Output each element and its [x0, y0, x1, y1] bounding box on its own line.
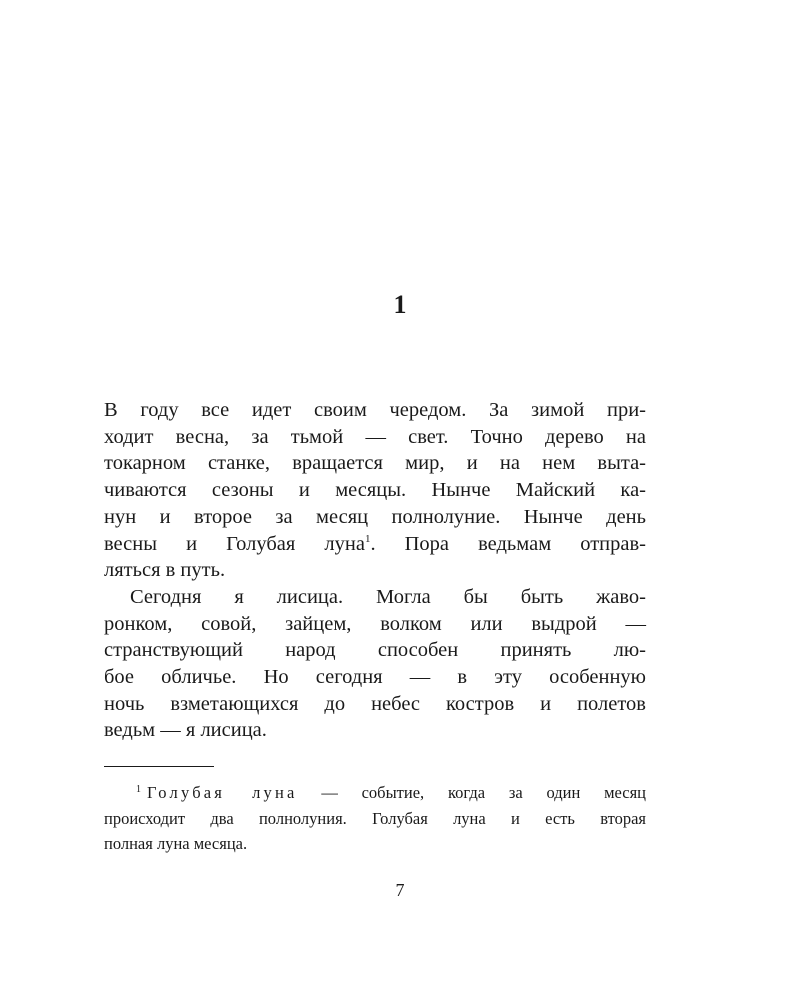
- footnote: [104, 780, 646, 857]
- text-line: ходит весна, за тьмой — свет. Точно дерево на: [104, 425, 646, 448]
- text-line: странствующий народ способен принять лю-: [104, 639, 646, 662]
- footnote-marker: 1: [136, 784, 141, 795]
- text-fragment: весны и Голубая луна: [104, 532, 365, 555]
- text-line: ночь взметающихся до небес костров и полетов: [104, 692, 646, 715]
- page-number: 7: [395, 880, 405, 900]
- text-line: нун и второе за месяц полнолуние. Нынче день: [104, 505, 646, 528]
- footnote-text: — событие, когда за один месяц: [297, 783, 646, 802]
- main-text: [104, 397, 646, 744]
- footnote-divider: [104, 766, 214, 767]
- text-line: чиваются сезоны и месяцы. Нынче Майский ка-: [104, 479, 646, 502]
- footnote-term: Голубая луна: [147, 783, 298, 802]
- footnote-line: происходит два полнолуния. Голубая луна и есть вторая: [104, 808, 646, 828]
- text-line: бое обличье. Но сегодня — в эту особенную: [104, 666, 646, 689]
- text-line: ведьм — я лисица.: [104, 719, 267, 742]
- text-line: токарном станке, вращается мир, и на нем выта-: [104, 452, 646, 475]
- footnote-reference[interactable]: 1: [364, 532, 371, 545]
- text-fragment: . Пора ведьмам отправ-: [370, 532, 646, 555]
- footnote-line: полная луна месяца.: [104, 834, 248, 853]
- chapter-number: 1: [393, 290, 407, 319]
- text-line: [104, 531, 646, 558]
- text-line: ронком, совой, зайцем, волком или выдрой —: [104, 612, 646, 635]
- text-line: В году все идет своим чередом. За зимой при-: [104, 399, 646, 421]
- text-line: ляться в путь.: [104, 559, 226, 582]
- footnote-line: [104, 780, 646, 806]
- text-line: Сегодня я лисица. Могла бы быть жаво-: [130, 585, 646, 608]
